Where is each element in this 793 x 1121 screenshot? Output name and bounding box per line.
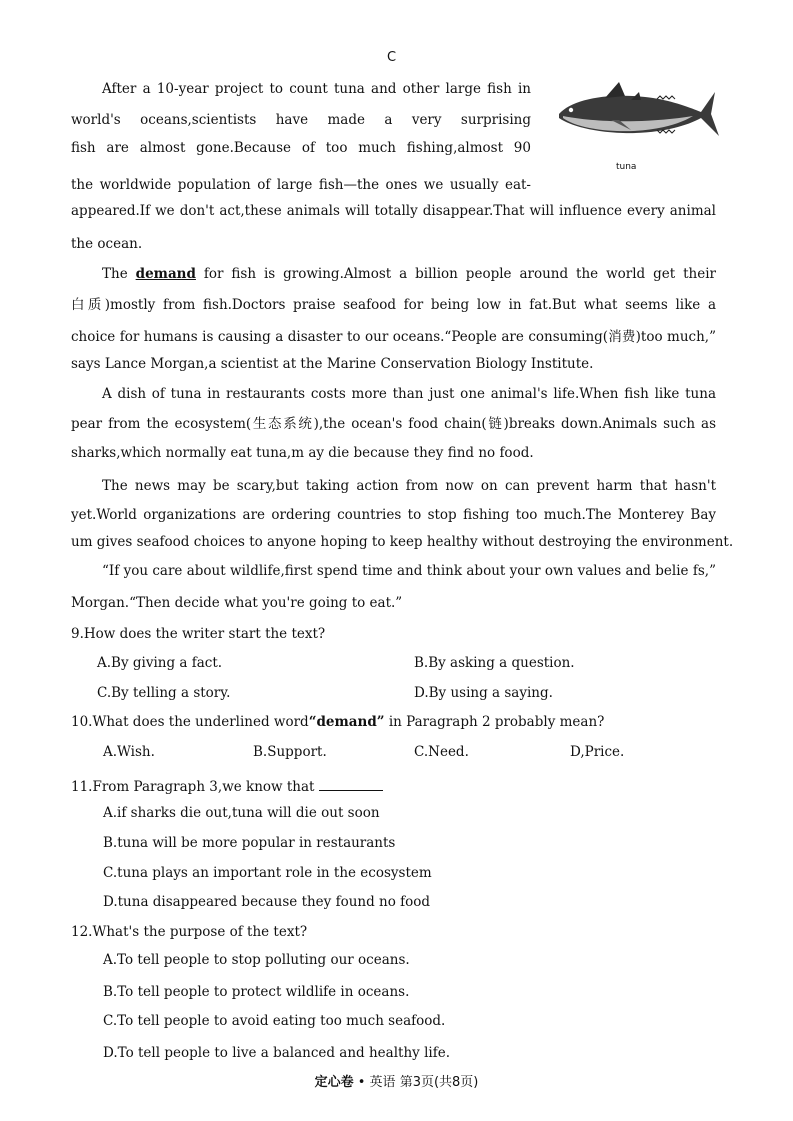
passage-line: says Lance Morgan,a scientist at the Marine Conservation Biology Institute. (71, 356, 594, 372)
passage-line: um gives seafood choices to anyone hoping to keep healthy without destroying the environment. (71, 534, 734, 550)
question-9-option-d[interactable]: D.By using a saying. (414, 685, 553, 701)
tuna-image (553, 78, 721, 148)
passage-line: pear from the ecosystem(生态系统),the ocean's food chain(链)breaks down.Animals such as (71, 416, 716, 432)
question-11-option-d[interactable]: D.tuna disappeared because they found no food (103, 894, 431, 910)
question-10-option-d[interactable]: D,Price. (570, 744, 625, 760)
passage-line: appeared.If we don't act,these animals will totally disappear.That will influence every animal (71, 203, 716, 219)
passage-line: fish are almost gone.Because of too much fishing,almost 90 (71, 140, 531, 156)
page-footer: 定心卷 • 英语 第3页(共8页) (314, 1075, 479, 1090)
question-12-option-b[interactable]: B.To tell people to protect wildlife in oceans. (103, 984, 410, 1000)
passage-line: sharks,which normally eat tuna,m ay die because they find no food. (71, 445, 534, 461)
passage-line: A dish of tuna in restaurants costs more than just one animal's life.When fish like tuna (102, 386, 716, 402)
question-10-stem: 10.What does the underlined word“demand” in Paragraph 2 probably mean? (71, 714, 605, 730)
question-9-stem: 9.How does the writer start the text? (71, 626, 326, 642)
underlined-word: demand (135, 266, 196, 282)
question-12-option-d[interactable]: D.To tell people to live a balanced and healthy life. (103, 1045, 450, 1061)
section-letter: C (387, 50, 397, 65)
question-9-option-c[interactable]: C.By telling a story. (97, 685, 231, 701)
question-9-option-a[interactable]: A.By giving a fact. (97, 655, 223, 671)
question-10-option-a[interactable]: A.Wish. (103, 744, 155, 760)
question-12-stem: 12.What's the purpose of the text? (71, 924, 308, 940)
footer-brand: 定心卷 (314, 1075, 354, 1090)
passage-line: the ocean. (71, 236, 143, 252)
footer-subject: 英语 (369, 1075, 396, 1090)
question-9-option-b[interactable]: B.By asking a question. (414, 655, 575, 671)
figure-caption: tuna (616, 162, 637, 172)
question-11-option-c[interactable]: C.tuna plays an important role in the ecosystem (103, 865, 432, 881)
passage-line: choice for humans is causing a disaster to our oceans.“People are consuming(消费)too much,” (71, 329, 716, 345)
question-11-stem: 11.From Paragraph 3,we know that (71, 778, 383, 795)
question-11-option-a[interactable]: A.if sharks die out,tuna will die out soon (103, 805, 380, 821)
question-10-option-c[interactable]: C.Need. (414, 744, 469, 760)
page-number: 第3页(共8页) (395, 1075, 479, 1090)
answer-blank (319, 778, 383, 791)
passage-line: 白质)mostly from fish.Doctors praise seafood for being low in fat.But what seems like a (71, 297, 716, 313)
passage-line: “If you care about wildlife,first spend time and think about your own values and belie fs,” (102, 563, 716, 579)
passage-line: The news may be scary,but taking action from now on can prevent harm that hasn't (102, 478, 716, 494)
passage-line: world's oceans,scientists have made a very surprising (71, 112, 531, 128)
question-12-option-c[interactable]: C.To tell people to avoid eating too much seafood. (103, 1013, 446, 1029)
passage-line: yet.World organizations are ordering countries to stop fishing too much.The Monterey Bay (71, 507, 716, 523)
question-12-option-a[interactable]: A.To tell people to stop polluting our oceans. (103, 952, 410, 968)
passage-line: The demand for fish is growing.Almost a billion people around the world get their (102, 266, 716, 282)
question-10-option-b[interactable]: B.Support. (253, 744, 327, 760)
passage-line: After a 10-year project to count tuna and other large fish in (102, 81, 531, 97)
passage-line: the worldwide population of large fish—the ones we usually eat- (71, 177, 531, 193)
question-11-option-b[interactable]: B.tuna will be more popular in restaurants (103, 835, 396, 851)
passage-line: Morgan.“Then decide what you're going to eat.” (71, 595, 403, 611)
